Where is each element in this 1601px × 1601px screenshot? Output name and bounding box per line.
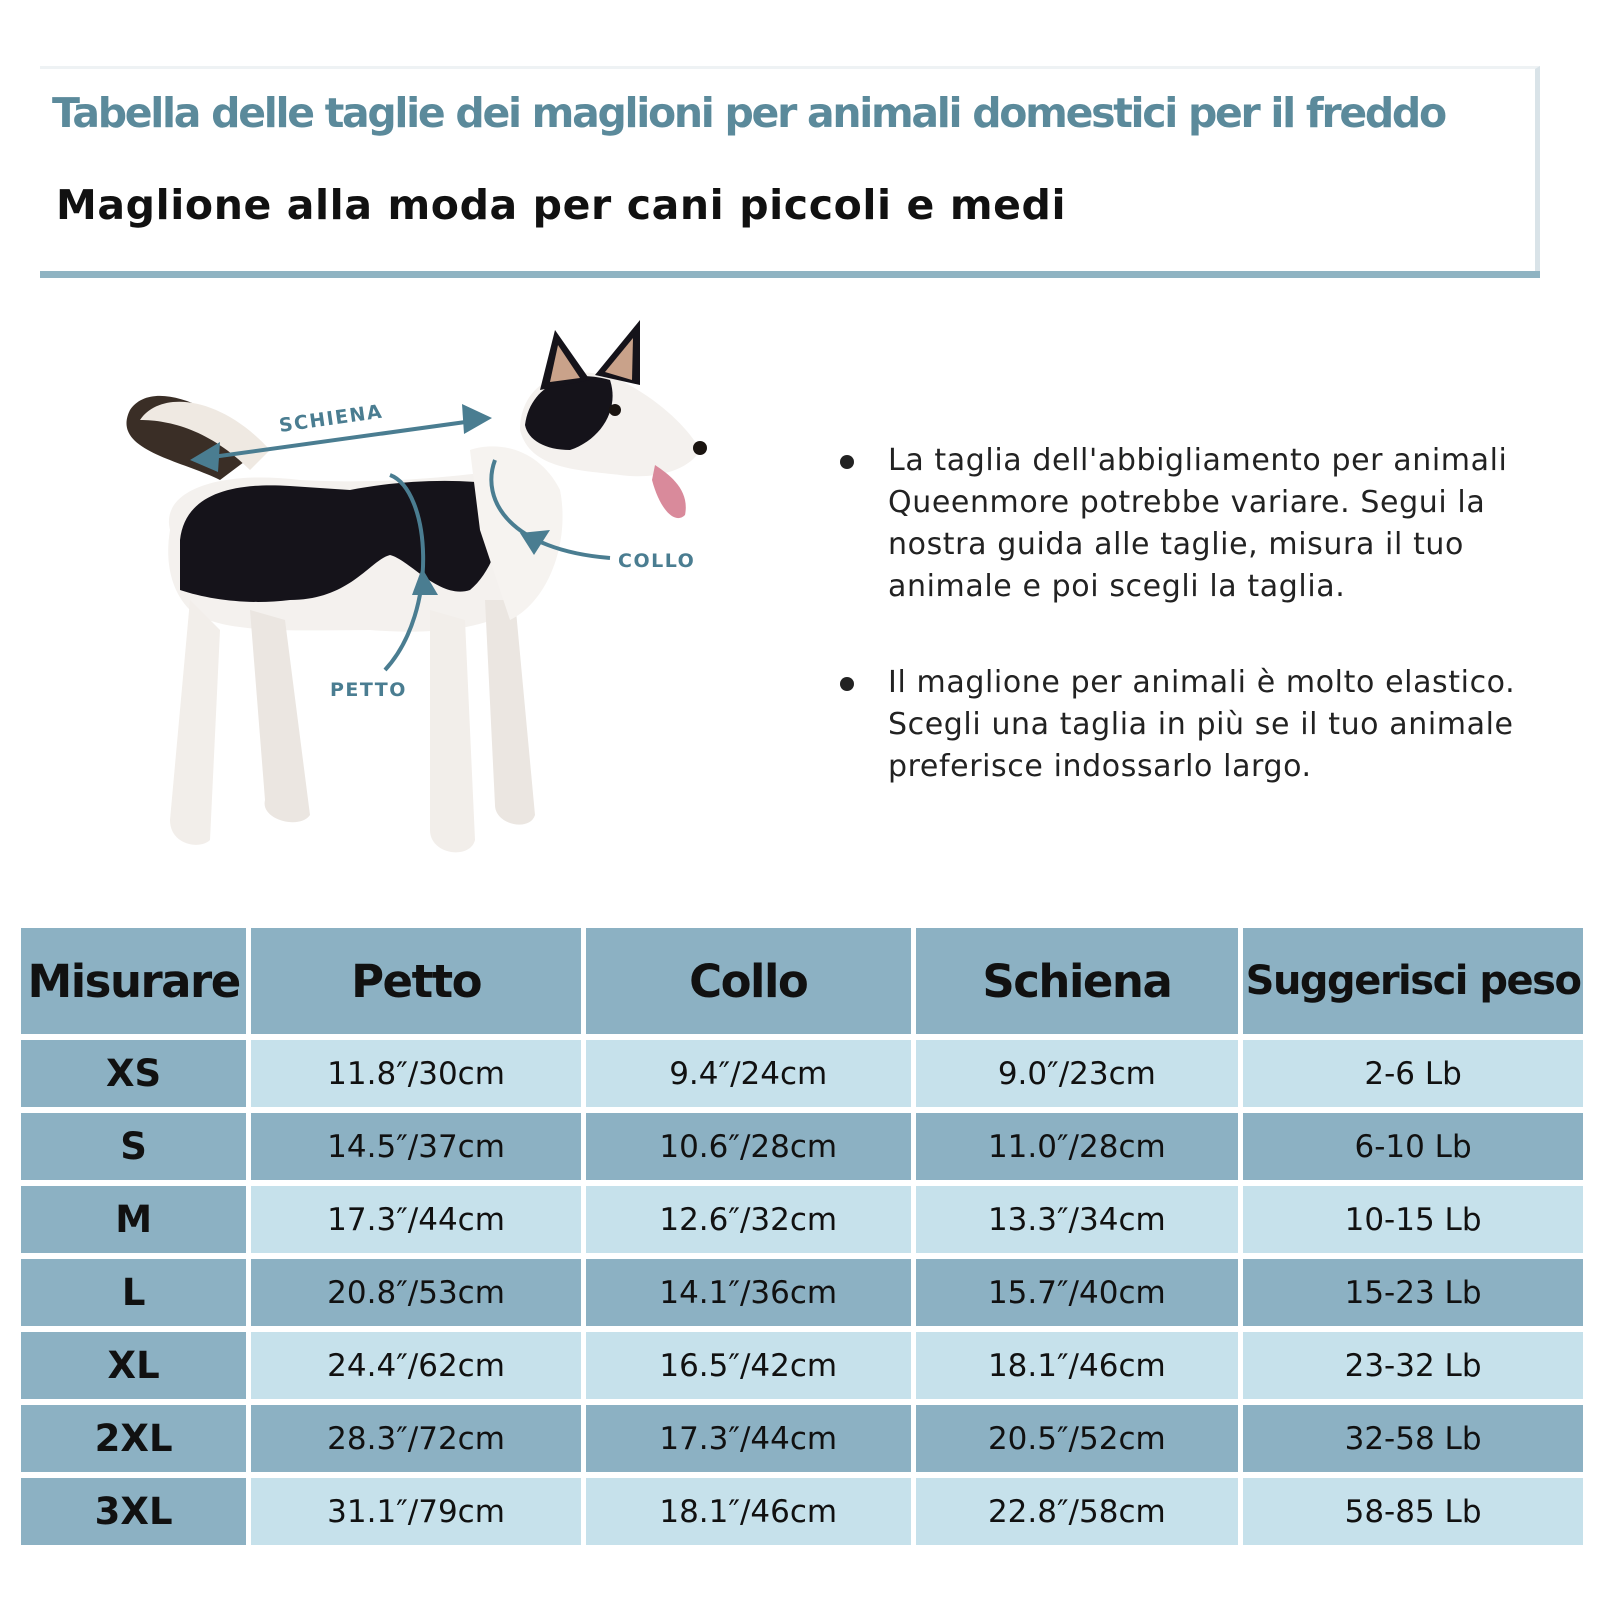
size-cell: 2XL — [21, 1405, 246, 1472]
neck-cell: 9.4″/24cm — [586, 1040, 911, 1107]
table-row — [21, 1040, 1583, 1107]
weight-cell: 6-10 Lb — [1243, 1113, 1583, 1180]
weight-cell: 32-58 Lb — [1243, 1405, 1583, 1472]
table-row — [21, 1478, 1583, 1545]
back-cell: 22.8″/58cm — [916, 1478, 1239, 1545]
neck-cell: 10.6″/28cm — [586, 1113, 911, 1180]
table-row — [21, 1259, 1583, 1326]
dog-leg — [430, 610, 475, 852]
table-row — [21, 1186, 1583, 1253]
back-cell: 18.1″/46cm — [916, 1332, 1239, 1399]
table-row — [21, 1405, 1583, 1472]
table-row — [21, 1113, 1583, 1180]
bullet-icon — [840, 455, 854, 469]
dog-illustration — [100, 300, 740, 890]
table-row — [21, 1332, 1583, 1399]
note-item — [840, 440, 1560, 608]
back-label: SCHIENA — [277, 400, 385, 437]
neck-cell: 17.3″/44cm — [586, 1405, 911, 1472]
neck-cell: 14.1″/36cm — [586, 1259, 911, 1326]
weight-cell: 58-85 Lb — [1243, 1478, 1583, 1545]
back-cell: 20.5″/52cm — [916, 1405, 1239, 1472]
dog-eye — [609, 404, 621, 416]
chest-cell: 14.5″/37cm — [251, 1113, 581, 1180]
chest-cell: 17.3″/44cm — [251, 1186, 581, 1253]
size-cell: XS — [21, 1040, 246, 1107]
chest-cell: 24.4″/62cm — [251, 1332, 581, 1399]
back-cell: 13.3″/34cm — [916, 1186, 1239, 1253]
note-text: Il maglione per animali è molto elastico. Scegli una taglia in più se il tuo animale preferisce indossarlo largo. — [888, 665, 1516, 784]
header-neck: Collo — [586, 928, 911, 1034]
dog-leg — [170, 600, 220, 845]
page-subtitle: Maglione alla moda per cani piccoli e medi — [56, 181, 1067, 229]
note-item — [840, 662, 1560, 788]
size-cell: S — [21, 1113, 246, 1180]
table-header-row — [21, 928, 1583, 1034]
dog-leg — [250, 610, 310, 822]
neck-cell: 16.5″/42cm — [586, 1332, 911, 1399]
size-cell: L — [21, 1259, 246, 1326]
note-text: La taglia dell'abbigliamento per animali Queenmore potrebbe variare. Segui la nostra guida alle taglie, misura il tuo animale e poi scegli la taglia. — [888, 443, 1508, 604]
chest-cell: 11.8″/30cm — [251, 1040, 581, 1107]
neck-cell: 12.6″/32cm — [586, 1186, 911, 1253]
size-table — [16, 922, 1588, 1551]
weight-cell: 10-15 Lb — [1243, 1186, 1583, 1253]
header-measure: Misurare — [21, 928, 246, 1034]
dog-black-patch — [180, 481, 503, 602]
header-card — [40, 66, 1540, 271]
dog-leg — [485, 600, 535, 825]
neck-cell: 18.1″/46cm — [586, 1478, 911, 1545]
size-cell: XL — [21, 1332, 246, 1399]
bullet-icon — [840, 677, 854, 691]
notes-list — [840, 440, 1560, 788]
back-cell: 11.0″/28cm — [916, 1113, 1239, 1180]
weight-cell: 15-23 Lb — [1243, 1259, 1583, 1326]
dog-nose — [693, 441, 707, 455]
header-weight: Suggerisci peso — [1243, 928, 1583, 1034]
page-title: Tabella delle taglie dei maglioni per animali domestici per il freddo — [52, 89, 1445, 137]
dog-measurement-diagram — [100, 300, 740, 890]
back-cell: 15.7″/40cm — [916, 1259, 1239, 1326]
back-cell: 9.0″/23cm — [916, 1040, 1239, 1107]
header-back: Schiena — [916, 928, 1239, 1034]
size-cell: M — [21, 1186, 246, 1253]
neck-label: COLLO — [618, 550, 696, 572]
weight-cell: 2-6 Lb — [1243, 1040, 1583, 1107]
chest-cell: 28.3″/72cm — [251, 1405, 581, 1472]
header-chest: Petto — [251, 928, 581, 1034]
back-arrow-right — [462, 404, 492, 434]
chest-label: PETTO — [330, 679, 407, 701]
weight-cell: 23-32 Lb — [1243, 1332, 1583, 1399]
chest-cell: 31.1″/79cm — [251, 1478, 581, 1545]
dog-tongue — [652, 465, 686, 518]
chest-cell: 20.8″/53cm — [251, 1259, 581, 1326]
size-cell: 3XL — [21, 1478, 246, 1545]
